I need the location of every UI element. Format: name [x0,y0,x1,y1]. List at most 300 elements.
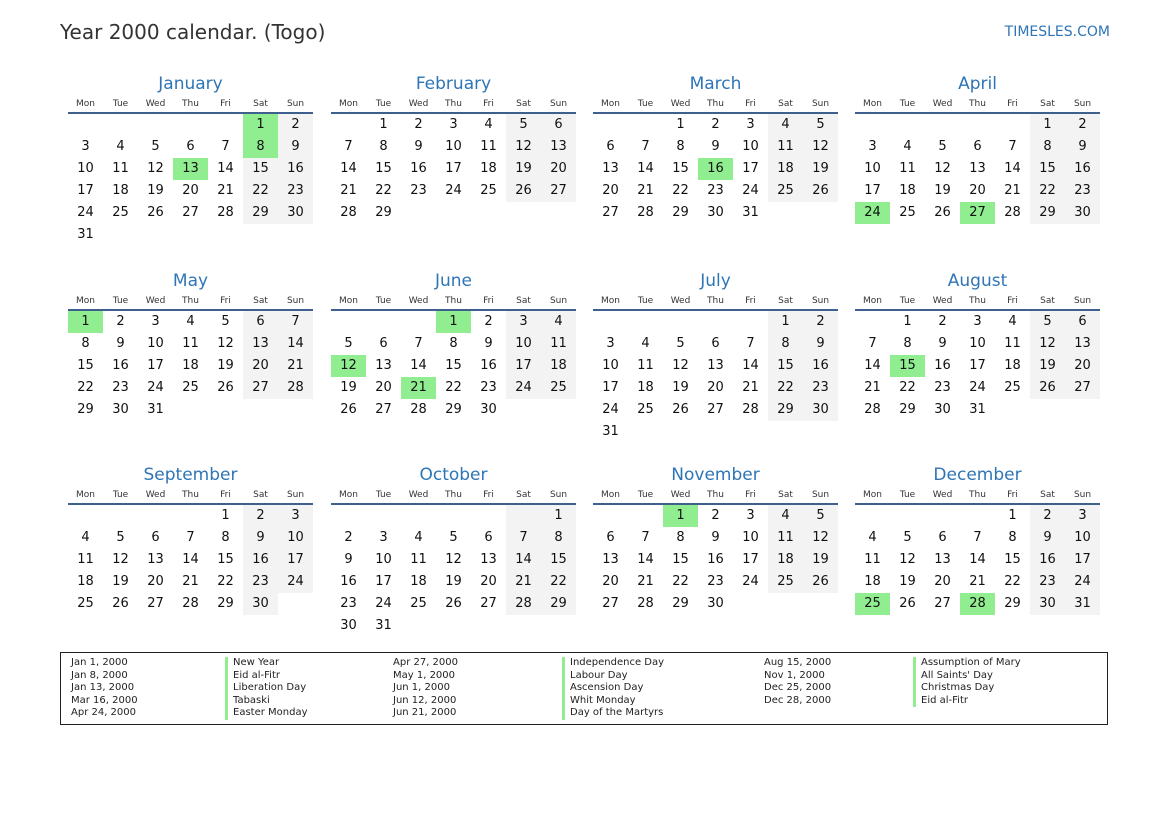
holiday-day-cell: 1 [663,505,698,527]
month-may [68,269,313,421]
day-cell: 25 [637,402,654,417]
day-cell: 10 [969,336,986,351]
day-cell: 21 [506,571,541,593]
day-grid [331,311,576,421]
day-cell: 2 [803,311,838,333]
legend-date: Jun 12, 2000 [393,694,457,706]
day-cell: 4 [414,530,423,545]
day-cell: 23 [707,574,724,589]
day-cell: 30 [243,593,278,615]
day-cell: 3 [379,530,388,545]
day-cell: 9 [484,336,493,351]
day-cell: 31 [147,402,164,417]
empty-cell [628,114,663,136]
month-name: December [933,465,1022,485]
empty-cell [506,505,541,527]
day-cell: 26 [672,402,689,417]
day-cell: 8 [768,333,803,355]
weekday-label: Sat [1040,490,1055,500]
empty-cell [436,505,471,527]
day-cell: 23 [803,377,838,399]
day-cell: 10 [742,139,759,154]
empty-cell [628,311,663,333]
day-cell: 3 [746,117,755,132]
day-cell: 8 [449,336,458,351]
day-cell: 23 [707,183,724,198]
day-cell: 18 [637,380,654,395]
weekday-label: Fri [745,296,756,306]
day-cell: 5 [938,139,947,154]
day-cell: 14 [217,161,234,176]
day-cell: 29 [672,596,689,611]
weekday-label: Wed [408,99,429,109]
weekday-header [593,96,838,114]
day-cell: 29 [445,402,462,417]
empty-cell [68,114,103,136]
holiday-day-cell: 1 [436,311,471,333]
legend-holiday-name: Easter Monday [225,707,308,720]
day-cell: 6 [484,530,493,545]
day-cell: 21 [1004,183,1021,198]
day-cell: 2 [414,117,423,132]
legend-holiday-name: Labour Day [562,670,664,683]
day-cell: 14 [864,358,881,373]
day-cell: 7 [973,530,982,545]
legend-date: Dec 28, 2000 [764,694,832,706]
weekday-label: Wed [408,490,429,500]
weekday-header [593,487,838,505]
empty-cell [663,311,698,333]
day-cell: 20 [147,574,164,589]
day-cell: 9 [803,333,838,355]
day-cell: 25 [112,205,129,220]
weekday-label: Sun [549,296,568,306]
day-grid [593,505,838,615]
day-cell: 24 [506,377,541,399]
day-cell: 27 [147,596,164,611]
day-cell: 21 [864,380,881,395]
day-cell: 18 [480,161,497,176]
empty-cell [960,505,995,527]
day-cell: 5 [1030,311,1065,333]
empty-cell [925,114,960,136]
empty-cell [855,505,890,527]
weekday-label: Thu [969,490,986,500]
weekday-label: Mon [76,99,95,109]
day-cell: 8 [379,139,388,154]
day-cell: 2 [278,114,313,136]
day-grid [855,114,1100,224]
empty-cell [366,505,401,527]
weekday-label: Wed [932,490,953,500]
day-cell: 19 [340,380,357,395]
day-cell: 25 [77,596,94,611]
month-name: January [158,74,223,94]
day-cell: 19 [506,158,541,180]
day-cell: 4 [768,505,803,527]
weekday-label: Wed [932,99,953,109]
day-cell: 8 [541,527,576,549]
weekday-label: Mon [601,490,620,500]
day-cell: 30 [707,596,724,611]
day-cell: 17 [147,358,164,373]
day-grid [68,114,313,246]
month-march [593,72,838,224]
day-cell: 14 [637,161,654,176]
day-cell: 27 [243,377,278,399]
weekday-label: Tue [637,490,654,500]
day-cell: 18 [1004,358,1021,373]
day-cell: 20 [969,183,986,198]
holiday-day-cell: 16 [698,158,733,180]
day-cell: 28 [278,377,313,399]
day-cell: 13 [934,552,951,567]
day-cell: 3 [868,139,877,154]
day-cell: 11 [182,336,199,351]
weekday-label: Sun [1073,490,1092,500]
month-october [331,463,576,637]
day-cell: 30 [278,202,313,224]
day-cell: 21 [217,183,234,198]
day-cell: 28 [1004,205,1021,220]
day-cell: 13 [969,161,986,176]
day-cell: 13 [147,552,164,567]
day-cell: 3 [606,336,615,351]
day-cell: 27 [480,596,497,611]
day-cell: 17 [969,358,986,373]
day-cell: 29 [375,205,392,220]
weekday-label: Fri [1007,99,1018,109]
day-grid [331,114,576,224]
day-cell: 7 [868,336,877,351]
weekday-label: Sat [516,99,531,109]
weekday-label: Tue [899,490,916,500]
day-cell: 6 [711,336,720,351]
day-cell: 6 [938,530,947,545]
day-cell: 22 [375,183,392,198]
day-cell: 18 [541,355,576,377]
day-cell: 7 [641,139,650,154]
weekday-label: Mon [863,99,882,109]
month-december [855,463,1100,615]
day-cell: 16 [340,574,357,589]
day-cell: 31 [375,618,392,633]
day-cell: 2 [711,117,720,132]
month-name: April [958,74,997,94]
day-cell: 8 [1030,136,1065,158]
day-cell: 4 [116,139,125,154]
empty-cell [960,114,995,136]
day-cell: 8 [1008,530,1017,545]
day-cell: 30 [803,399,838,421]
day-cell: 7 [746,336,755,351]
legend-holiday-name: Independence Day [562,657,664,670]
day-cell: 1 [1030,114,1065,136]
day-cell: 3 [449,117,458,132]
weekday-label: Fri [1007,490,1018,500]
day-cell: 26 [899,596,916,611]
day-cell: 30 [934,402,951,417]
weekday-label: Tue [899,296,916,306]
day-cell: 28 [864,402,881,417]
day-cell: 19 [147,183,164,198]
weekday-label: Sat [778,490,793,500]
day-cell: 18 [182,358,199,373]
day-cell: 1 [379,117,388,132]
empty-cell [208,114,243,136]
weekday-label: Sun [286,490,305,500]
empty-cell [173,505,208,527]
day-cell: 8 [221,530,230,545]
day-cell: 3 [973,314,982,329]
empty-cell [593,505,628,527]
day-cell: 11 [480,139,497,154]
day-cell: 27 [602,205,619,220]
day-cell: 25 [1004,380,1021,395]
legend-date: Jan 1, 2000 [71,657,128,668]
day-cell: 25 [182,380,199,395]
day-cell: 9 [711,530,720,545]
day-cell: 8 [676,139,685,154]
day-cell: 10 [375,552,392,567]
weekday-label: Fri [483,490,494,500]
weekday-label: Fri [1007,296,1018,306]
day-cell: 21 [340,183,357,198]
weekday-label: Fri [483,296,494,306]
empty-cell [471,505,506,527]
day-cell: 14 [969,552,986,567]
day-cell: 1 [903,314,912,329]
day-cell: 16 [278,158,313,180]
day-cell: 27 [707,402,724,417]
day-cell: 12 [147,161,164,176]
weekday-label: Sun [811,99,830,109]
day-cell: 18 [899,183,916,198]
day-cell: 12 [506,136,541,158]
empty-cell [331,114,366,136]
day-cell: 22 [1004,574,1021,589]
month-september [68,463,313,615]
weekday-label: Tue [112,296,129,306]
legend-holiday-name: Tabaski [225,695,308,708]
legend-holiday-name: Day of the Martyrs [562,707,664,720]
day-cell: 4 [81,530,90,545]
legend-holiday-name: Assumption of Mary [913,657,1021,670]
day-cell: 9 [344,552,353,567]
day-cell: 20 [602,574,619,589]
weekday-label: Wed [145,296,166,306]
day-cell: 2 [938,314,947,329]
month-name: July [700,271,731,291]
day-cell: 17 [506,355,541,377]
day-cell: 6 [541,114,576,136]
day-cell: 10 [742,530,759,545]
day-cell: 28 [410,402,427,417]
holiday-day-cell: 28 [960,593,995,615]
day-cell: 13 [1065,333,1100,355]
legend-holiday-name: Ascension Day [562,682,664,695]
day-cell: 16 [112,358,129,373]
day-cell: 1 [221,508,230,523]
day-cell: 2 [243,505,278,527]
day-cell: 15 [672,161,689,176]
day-cell: 6 [973,139,982,154]
day-cell: 10 [506,333,541,355]
day-cell: 31 [969,402,986,417]
legend-date: Nov 1, 2000 [764,669,825,681]
day-cell: 18 [112,183,129,198]
day-cell: 17 [278,549,313,571]
empty-cell [103,114,138,136]
empty-cell [366,311,401,333]
day-cell: 12 [672,358,689,373]
weekday-label: Fri [483,99,494,109]
day-cell: 12 [217,336,234,351]
day-cell: 10 [278,527,313,549]
day-cell: 22 [672,183,689,198]
month-november [593,463,838,615]
day-cell: 9 [414,139,423,154]
day-cell: 28 [340,205,357,220]
day-cell: 14 [340,161,357,176]
day-cell: 29 [1004,596,1021,611]
legend-holiday-name: New Year [225,657,308,670]
weekday-label: Sun [811,490,830,500]
weekday-label: Fri [745,99,756,109]
weekday-label: Mon [339,490,358,500]
day-cell: 28 [637,205,654,220]
day-grid [593,114,838,224]
day-cell: 21 [742,380,759,395]
day-cell: 31 [742,205,759,220]
day-cell: 15 [1030,158,1065,180]
weekday-label: Thu [445,99,462,109]
empty-cell [173,114,208,136]
day-cell: 14 [278,333,313,355]
day-cell: 9 [243,527,278,549]
legend-dates-col-3 [764,657,831,707]
day-cell: 27 [541,180,576,202]
day-cell: 17 [445,161,462,176]
day-grid [68,311,313,421]
weekday-label: Sun [549,99,568,109]
day-cell: 30 [1065,202,1100,224]
holiday-day-cell: 13 [173,158,208,180]
day-cell: 24 [77,205,94,220]
day-grid [331,505,576,637]
day-cell: 15 [375,161,392,176]
day-cell: 26 [340,402,357,417]
day-cell: 14 [742,358,759,373]
day-cell: 16 [803,355,838,377]
month-name: March [689,74,742,94]
day-cell: 5 [803,114,838,136]
page-title: Year 2000 calendar. (Togo) [60,20,326,44]
day-cell: 29 [541,593,576,615]
month-name: September [143,465,238,485]
day-cell: 26 [112,596,129,611]
day-cell: 29 [1030,202,1065,224]
legend-names-col-3 [913,657,1021,707]
day-cell: 26 [506,180,541,202]
weekday-label: Sat [516,296,531,306]
day-cell: 21 [637,574,654,589]
day-cell: 2 [1030,505,1065,527]
day-cell: 17 [1065,549,1100,571]
day-cell: 13 [602,161,619,176]
day-cell: 31 [77,227,94,242]
weekday-label: Thu [707,296,724,306]
day-cell: 12 [899,552,916,567]
weekday-label: Sat [778,99,793,109]
day-cell: 19 [934,183,951,198]
weekday-label: Thu [182,296,199,306]
site-link[interactable]: TIMESLES.COM [1004,24,1110,40]
day-cell: 24 [278,571,313,593]
empty-cell [138,505,173,527]
legend-date: May 1, 2000 [393,669,456,681]
weekday-header [855,487,1100,505]
day-cell: 13 [541,136,576,158]
weekday-label: Wed [670,296,691,306]
empty-cell [68,505,103,527]
month-name: June [434,271,473,291]
day-cell: 31 [602,424,619,439]
day-cell: 25 [768,180,803,202]
holiday-day-cell: 1 [68,311,103,333]
day-cell: 20 [602,183,619,198]
day-cell: 20 [375,380,392,395]
day-cell: 26 [934,205,951,220]
weekday-header [593,293,838,311]
day-cell: 17 [375,574,392,589]
day-grid [68,505,313,615]
day-cell: 15 [243,158,278,180]
day-cell: 12 [803,136,838,158]
day-cell: 20 [480,574,497,589]
day-cell: 29 [672,205,689,220]
weekday-label: Thu [707,490,724,500]
weekday-label: Sat [1040,99,1055,109]
day-cell: 21 [969,574,986,589]
weekday-label: Tue [375,490,392,500]
day-cell: 3 [1065,505,1100,527]
empty-cell [698,311,733,333]
weekday-label: Mon [601,99,620,109]
day-cell: 16 [1065,158,1100,180]
day-grid [855,505,1100,615]
day-cell: 3 [746,508,755,523]
weekday-label: Wed [145,99,166,109]
day-cell: 11 [541,333,576,355]
day-cell: 11 [864,552,881,567]
day-cell: 20 [1065,355,1100,377]
day-cell: 15 [217,552,234,567]
day-cell: 22 [899,380,916,395]
day-cell: 5 [506,114,541,136]
day-cell: 17 [864,183,881,198]
empty-cell [995,114,1030,136]
day-cell: 30 [480,402,497,417]
month-august [855,269,1100,421]
day-cell: 3 [151,314,160,329]
weekday-label: Sun [286,99,305,109]
legend-date: Jun 1, 2000 [393,682,450,694]
day-cell: 20 [934,574,951,589]
day-cell: 4 [186,314,195,329]
weekday-label: Sat [253,99,268,109]
day-cell: 19 [803,158,838,180]
